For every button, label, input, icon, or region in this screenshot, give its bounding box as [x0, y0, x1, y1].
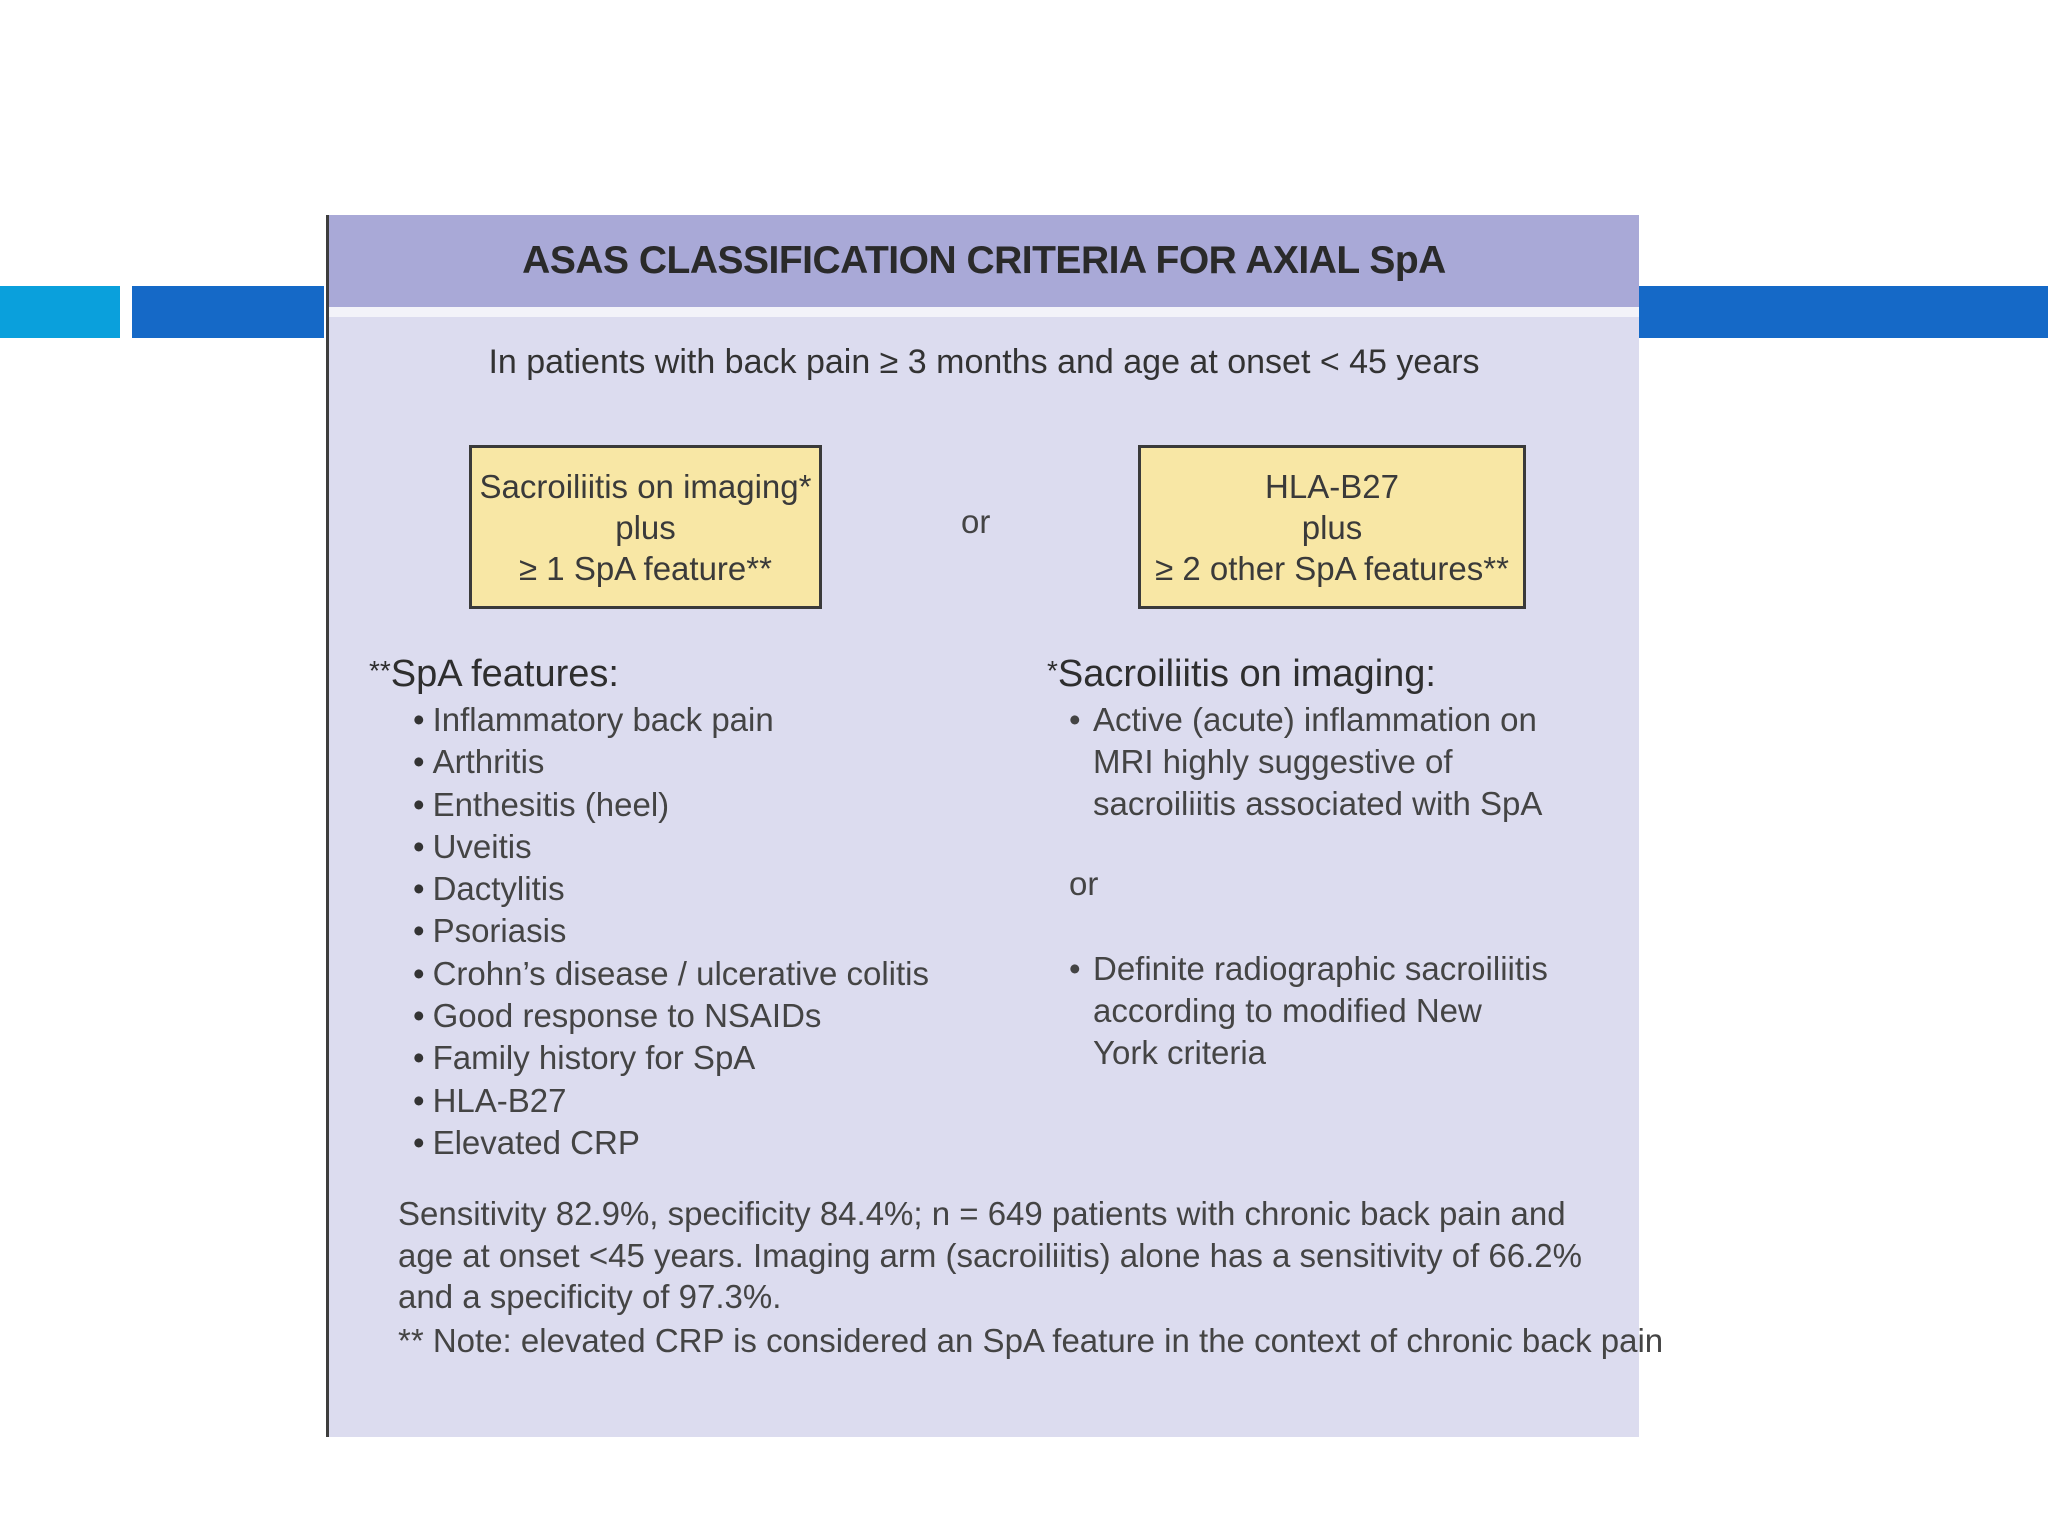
spa-feature-item: • Family history for SpA — [413, 1037, 929, 1079]
spa-features-title: SpA features: — [390, 653, 619, 695]
accent-bar-left — [132, 286, 324, 338]
clinical-arm-line2: plus — [1301, 508, 1363, 546]
spa-feature-item: • Dactylitis — [413, 868, 929, 910]
sacroiliitis-title: Sacroiliitis on imaging: — [1057, 653, 1436, 695]
sacroiliitis-heading — [1047, 653, 1436, 696]
bullet-icon: • — [1069, 701, 1081, 738]
spa-features-marker: ** — [369, 655, 391, 686]
performance-footnote: Sensitivity 82.9%, specificity 84.4%; n = 649 patients with chronic back pain and age at onset <45 years. Imaging arm (sacroiliitis) alone has a sensitivity of 66.2% and a specificity of 97.3%. — [398, 1195, 1583, 1315]
spa-feature-item: • Arthritis — [413, 741, 929, 783]
sacroiliitis-mri-item — [1069, 699, 1549, 825]
clinical-arm-line3: ≥ 2 other SpA features** — [1155, 549, 1509, 587]
accent-bar-right — [1638, 286, 2048, 338]
card-header — [329, 215, 1639, 317]
imaging-arm-line1: Sacroiliitis on imaging* — [479, 467, 812, 505]
intro-text: In patients with back pain ≥ 3 months and age at onset < 45 years — [488, 343, 1480, 381]
spa-features-list — [413, 699, 929, 1164]
sacroiliitis-or-label: or — [1069, 865, 1099, 902]
spa-feature-item: • Inflammatory back pain — [413, 699, 929, 741]
spa-feature-item: • Psoriasis — [413, 910, 929, 952]
clinical-arm-box — [1138, 445, 1526, 609]
imaging-arm-box — [469, 445, 822, 609]
sacroiliitis-mri-text: Active (acute) inflammation on MRI highly suggestive of sacroiliitis associated with SpA — [1093, 701, 1543, 822]
spa-feature-item: • Enthesitis (heel) — [413, 784, 929, 826]
sacroiliitis-marker: * — [1047, 655, 1058, 686]
crp-note: ** Note: elevated CRP is considered an SpA feature in the context of chronic back pain — [398, 1322, 1664, 1359]
sacroiliitis-xray-item — [1069, 948, 1549, 1074]
spa-feature-item: • Elevated CRP — [413, 1122, 929, 1164]
bullet-icon: • — [1069, 950, 1081, 987]
imaging-arm-line3: ≥ 1 SpA feature** — [519, 549, 772, 587]
sacroiliitis-xray-text: Definite radiographic sacroiliitis according to modified New York criteria — [1093, 950, 1548, 1071]
spa-feature-item: • Uveitis — [413, 826, 929, 868]
spa-features-heading — [369, 653, 619, 696]
card-title: ASAS CLASSIFICATION CRITERIA FOR AXIAL SpA — [522, 239, 1446, 282]
spa-feature-item: • Good response to NSAIDs — [413, 995, 929, 1037]
imaging-arm-line2: plus — [615, 508, 676, 546]
spa-feature-item: • Crohn’s disease / ulcerative colitis — [413, 953, 929, 995]
spa-feature-item: • HLA-B27 — [413, 1080, 929, 1122]
accent-bar-light — [0, 286, 120, 338]
clinical-arm-line1: HLA-B27 — [1265, 467, 1399, 505]
criteria-card — [326, 215, 1664, 1437]
or-label: or — [961, 503, 991, 540]
